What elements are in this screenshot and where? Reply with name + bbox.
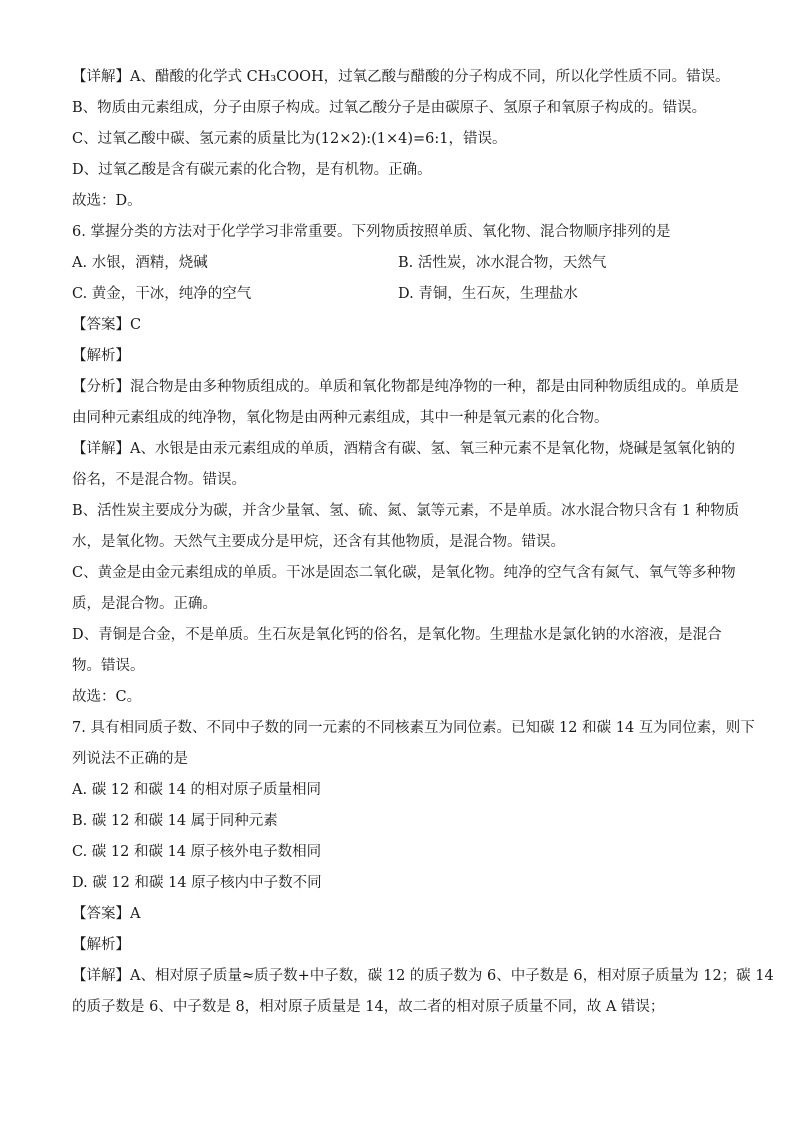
- document-content: [72, 62, 774, 1023]
- q5-choose: 故选：D。: [72, 193, 142, 209]
- q5-detail-b: B、物质由元素组成，分子由原子构成。过氧乙酸分子是由碳原子、氢原子和氧原子构成的。错误。: [72, 100, 707, 116]
- q5-detail-d: D、过氧乙酸是含有碳元素的化合物，是有机物。正确。: [72, 162, 432, 178]
- q6-options-row-1: [72, 248, 724, 279]
- q7-option-a: A. 碳 12 和碳 14 的相对原子质量相同: [72, 782, 322, 798]
- q6-answer: 【答案】C: [72, 317, 142, 333]
- q6-detail-d-line-2: 物。错误。: [72, 658, 145, 674]
- q7-option-d: D. 碳 12 和碳 14 原子核内中子数不同: [72, 875, 322, 891]
- q6-choose: 故选：C。: [72, 689, 142, 705]
- q6-option-c: C. 黄金，干冰，纯净的空气: [72, 286, 252, 302]
- q6-analysis-heading: 【解析】: [72, 348, 130, 364]
- q6-options-row-2: [72, 279, 724, 310]
- q6-detail-c-line-2: 质，是混合物。正确。: [72, 596, 217, 612]
- q7-analysis-heading: 【解析】: [72, 937, 130, 953]
- q6-option-a: A. 水银，酒精，烧碱: [72, 255, 208, 271]
- q6-fenxi-line-1: 【分析】混合物是由多种物质组成的。单质和氧化物都是纯净物的一种，都是由同种物质组成的。单质是: [72, 379, 739, 395]
- q7-stem-line-1: 7. 具有相同质子数、不同中子数的同一元素的不同核素互为同位素。已知碳 12 和碳 14 互为同位素，则下: [72, 720, 755, 736]
- q6-detail-d-line-1: D、青铜是合金，不是单质。生石灰是氧化钙的俗名，是氧化物。生理盐水是氯化钠的水溶液，是混合: [72, 627, 722, 643]
- q6-stem: 6. 掌握分类的方法对于化学学习非常重要。下列物质按照单质、氧化物、混合物顺序排列的是: [72, 224, 671, 240]
- q7-detail-line-2: 的质子数是 6、中子数是 8，相对原子质量是 14，故二者的相对原子质量不同，故 A 错误；: [72, 999, 665, 1015]
- q7-option-c: C. 碳 12 和碳 14 原子核外电子数相同: [72, 844, 322, 860]
- q6-detail-b-line-2: 水，是氧化物。天然气主要成分是甲烷，还含有其他物质，是混合物。错误。: [72, 534, 565, 550]
- q6-fenxi-line-2: 由同种元素组成的纯净物，氧化物是由两种元素组成，其中一种是氧元素的化合物。: [72, 410, 609, 426]
- q6-detail-a-line-2: 俗名，不是混合物。错误。: [72, 472, 246, 488]
- q6-detail-b-line-1: B、活性炭主要成分为碳，并含少量氧、氢、硫、氮、氯等元素，不是单质。冰水混合物只含有 1 种物质: [72, 503, 740, 519]
- q6-detail-c-line-1: C、黄金是由金元素组成的单质。干冰是固态二氧化碳，是氧化物。纯净的空气含有氮气、氧气等多种物: [72, 565, 736, 581]
- q7-option-b: B. 碳 12 和碳 14 属于同种元素: [72, 813, 278, 829]
- q5-detail-c: C、过氧乙酸中碳、氢元素的质量比为(12×2):(1×4)=6:1，错误。: [72, 131, 507, 147]
- q7-answer: 【答案】A: [72, 906, 141, 922]
- q5-detail-a: 【详解】A、醋酸的化学式 CH₃COOH，过氧乙酸与醋酸的分子构成不同，所以化学性质不同。错误。: [72, 69, 730, 85]
- q7-stem-line-2: 列说法不正确的是: [72, 751, 188, 767]
- q6-detail-a-line-1: 【详解】A、水银是由汞元素组成的单质，酒精含有碳、氢、氧三种元素不是氧化物，烧碱是氢氧化钠的: [72, 441, 735, 457]
- q7-detail-line-1: 【详解】A、相对原子质量≈质子数+中子数，碳 12 的质子数为 6、中子数是 6，相对原子质量为 12；碳 14: [72, 968, 774, 984]
- q6-option-d: D. 青铜，生石灰，生理盐水: [398, 286, 578, 302]
- q6-option-b: B. 活性炭，冰水混合物，天然气: [398, 255, 607, 271]
